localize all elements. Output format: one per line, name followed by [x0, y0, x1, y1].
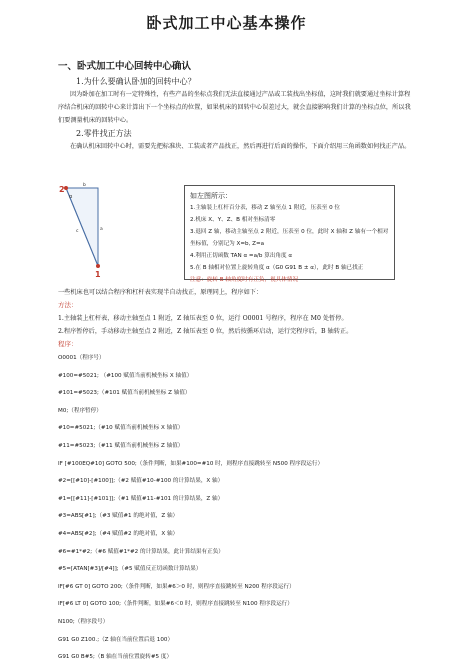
instruction-step: 4.利用正切函数 TAN α =a/b 算出角度 α — [190, 253, 293, 259]
point-1-label: 1 — [95, 270, 101, 279]
code-line: IF [#100EQ#10] GOTO 500;（条件判断，如果#100=#10 时，则程序直接跳转至 N500 程序段运行） — [58, 460, 324, 467]
instruction-step: 1.主轴装上杠杆百分表，移动 Z 轴至点 1 附近，压表至 0 位 — [190, 205, 341, 211]
program-label: 程序： — [58, 340, 78, 348]
triangle-figure — [58, 180, 176, 280]
code-line: #101=#5023;（#101 赋值当前机械坐标 Z 轴值） — [58, 390, 191, 397]
code-line: #11=#5023;（#11 赋值当前机械坐标 Z 轴值） — [58, 442, 184, 449]
subheading-why: 1.为什么要确认卧加的回转中心？ — [76, 77, 196, 86]
code-line: #4=ABS[#2];（#4 赋值#2 的绝对值，X 轴） — [58, 530, 179, 537]
triangle-diagram — [58, 180, 176, 280]
paragraph-semi-auto: 一些机床也可以结合程序和杠杆表实现半自动找正，原理同上，程序如下： — [58, 289, 263, 296]
side-a-label: a — [100, 227, 103, 232]
code-line: IF[#6 LT 0] GOTO 100;（条件判断，如果#6＜0 时，则程序直接跳转至 N100 程序段运行） — [58, 601, 293, 608]
instruction-step: 2.机床 X、Y、Z、B 相对坐标清零 — [190, 217, 276, 223]
instruction-note: 注意：旋转 B 轴角度时有正负，视具体情况 — [190, 277, 299, 283]
angle-alpha-label: α — [69, 194, 73, 200]
method-label: 方法： — [58, 301, 78, 309]
code-line: N100;（程序段号） — [58, 618, 109, 625]
side-b-label: b — [83, 183, 86, 188]
code-line: #2=[[#10]-[#100]];（#2 赋值#10-#100 的计算结果，X 轴） — [58, 478, 224, 485]
instruction-box-title: 如左图所示： — [190, 192, 232, 200]
instruction-step: 5.在 B 轴相对位置上旋转角度 α（G0 G91 B ± α），此时 B 轴已找正 — [190, 265, 364, 271]
program-listing — [58, 350, 438, 667]
method-step-1: 1.主轴装上杠杆表，移动主轴至点 1 附近，Z 轴压表至 0 位，运行 O0001 号程序，程序在 M0 处暂停。 — [58, 315, 348, 322]
code-line: #3=ABS[#1];（#3 赋值#1 的绝对值，Z 轴） — [58, 513, 179, 520]
code-line: G91 G0 B#5;（B 轴在当前位置旋转#5 度） — [58, 654, 173, 661]
code-line: #6=#1*#2;（#6 赋值#1*#2 的计算结果，此计算结果有正负） — [58, 548, 224, 555]
code-line: M0;（程序暂停） — [58, 407, 102, 414]
code-line: O0001（程序号） — [58, 355, 105, 361]
section-heading: 一、卧式加工中心回转中心确认 — [58, 61, 192, 72]
code-line: #100=#5021; （#100 赋值当前机械坐标 X 轴值） — [58, 372, 193, 379]
paragraph-alignment: 在确认机床回转中心时，需要先把标准块、工装或者产品找正，然后再进行后面的操作，下面介绍用三角函数如何找正产品。 — [70, 143, 411, 150]
instruction-step: 3.退回 Z 轴，移动主轴至点 2 附近，压表至 0 位，此时 X 轴和 Z 轴有一个相对坐标值，分别记为 X=b, Z=a — [190, 229, 389, 247]
side-c-label: c — [76, 229, 79, 234]
document-title: 卧式加工中心基本操作 — [146, 14, 307, 32]
code-line: #1=[[#11]-[#101]];（#1 赋值#11-#101 的计算结果，Z 轴） — [58, 495, 224, 502]
code-line: IF[#6 GT 0] GOTO 200;（条件判断，如果#6＞0 时，则程序直接跳转至 N200 程序段运行） — [58, 583, 295, 590]
point-2-label: 2 — [59, 185, 65, 194]
paragraph-why: 因为卧加在加工时有一定特殊性，有些产品的坐标点我们无法直接通过产品或工装找出坐标值，这时我们就要通过坐标计算程序结合机床的回转中心来计算出下一个坐标点的位置，如果机床的回转中心误差过大，就会直接影响我们计算的坐标点位，所以我们要测量机床的回转中心。 — [58, 91, 411, 124]
code-line: #10=#5021;（#10 赋值当前机械坐标 X 轴值） — [58, 425, 184, 432]
code-line: G91 G0 Z100.;（Z 轴在当前位置后退 100） — [58, 636, 174, 643]
subheading-alignment: 2.零件找正方法 — [76, 129, 132, 138]
method-step-2: 2.程序暂停后，手动移动主轴至点 2 附近，Z 轴压表至 0 位，然后按循环启动，运行完程序后，B 轴转正。 — [58, 328, 353, 335]
code-line: #5=[ATAN[#3]/[#4]];（#5 赋值反正切函数计算结果） — [58, 566, 202, 573]
instruction-box — [184, 185, 395, 283]
